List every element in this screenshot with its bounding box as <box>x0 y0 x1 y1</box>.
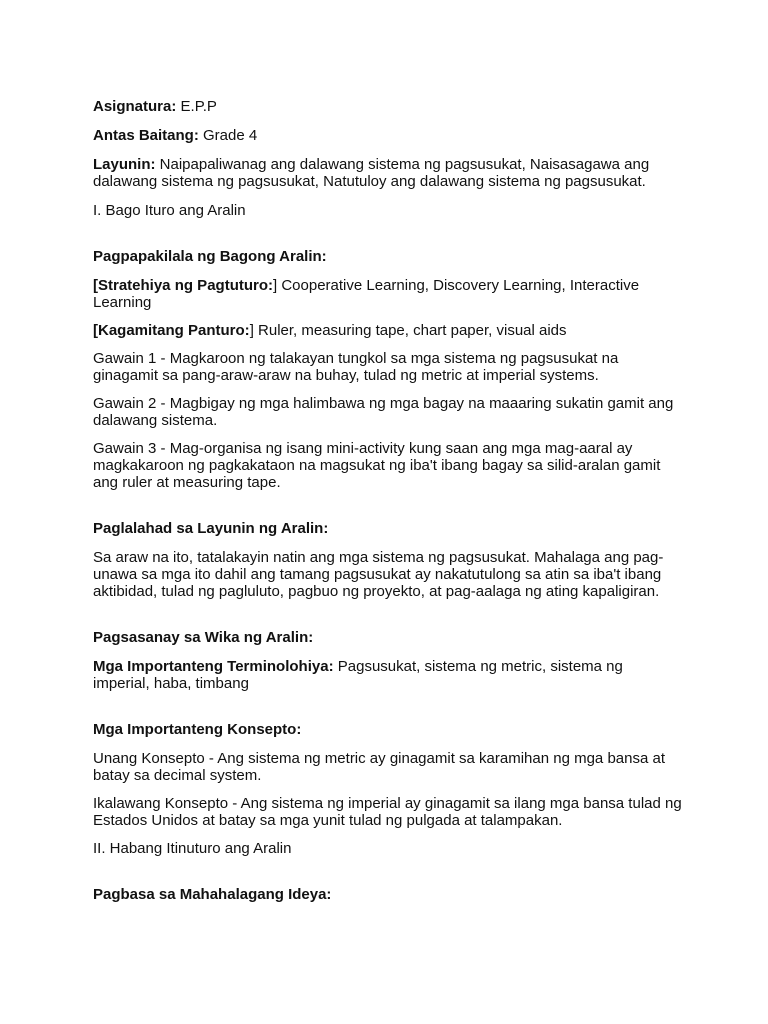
terminolohiya-value: Pagsusukat, sistema ng metric, sistema ng imperial, haba, timbang <box>93 658 623 692</box>
layunin-paragraph <box>93 156 683 190</box>
stratehiya-value: ] Cooperative Learning, Discovery Learning, Interactive Learning <box>93 277 640 311</box>
konsepto-heading-text: Mga Importanteng Konsepto: <box>93 721 302 738</box>
layunin-label: Layunin: <box>93 156 156 173</box>
pagsasanay-heading-text: Pagsasanay sa Wika ng Aralin: <box>93 629 314 646</box>
antas-baitang-label: Antas Baitang: <box>93 127 199 144</box>
paglalahad-heading <box>93 520 683 537</box>
antas-baitang-line <box>93 127 683 144</box>
gawain-2-paragraph: Gawain 2 - Magbigay ng mga halimbawa ng mga bagay na maaaring sukatin gamit ang dalawang sistema. <box>93 395 674 429</box>
pagbasa-heading <box>93 886 683 903</box>
konsepto-2-paragraph: Ikalawang Konsepto - Ang sistema ng imperial ay ginagamit sa ilang mga bansa tulad ng Estados Unidos at batay sa mga yunit tulad ng pulgada at talampakan. <box>93 795 682 829</box>
antas-baitang-value: Grade 4 <box>203 127 258 144</box>
stratehiya-paragraph <box>93 277 683 311</box>
paglalahad-paragraph: Sa araw na ito, tatalakayin natin ang mga sistema ng pagsusukat. Mahalaga ang pag-unawa sa mga ito dahil ang tamang pagsusukat ay nakatutulong sa atin sa iba't ibang aktibidad, tulad ng pagluluto, pagbuo ng proyekto, at pag-aalaga ng ating kapaligiran. <box>93 549 664 600</box>
paglalahad-heading-text: Paglalahad sa Layunin ng Aralin: <box>93 520 329 537</box>
pagsasanay-heading <box>93 629 683 646</box>
asignatura-label: Asignatura: <box>93 98 177 115</box>
kagamitan-label: [Kagamitang Panturo: <box>93 322 250 339</box>
gawain-1-paragraph: Gawain 1 - Magkaroon ng talakayan tungkol sa mga sistema ng pagsusukat na ginagamit sa pang-araw-araw na buhay, tulad ng metric at imperial systems. <box>93 350 619 384</box>
document-page <box>93 98 683 903</box>
gawain-3-paragraph: Gawain 3 - Mag-organisa ng isang mini-activity kung saan ang mga mag-aaral ay magkakaroon ng pagkakataon na magsukat ng iba't ibang bagay sa silid-aralan gamit ang ruler at measuring tape. <box>93 440 661 491</box>
terminolohiya-paragraph <box>93 658 683 692</box>
konsepto-1-paragraph: Unang Konsepto - Ang sistema ng metric ay ginagamit sa karamihan ng mga bansa at batay sa decimal system. <box>93 750 665 784</box>
pagbasa-heading-text: Pagbasa sa Mahahalagang Ideya: <box>93 886 332 903</box>
asignatura-value: E.P.P <box>180 98 217 115</box>
asignatura-line <box>93 98 683 115</box>
layunin-value: Naipapaliwanag ang dalawang sistema ng pagsusukat, Naisasagawa ang dalawang sistema ng pagsusukat, Natutuloy ang dalawang sistema ng pagsusukat. <box>93 156 650 190</box>
kagamitan-value: ] Ruler, measuring tape, chart paper, visual aids <box>249 322 567 339</box>
kagamitan-paragraph <box>93 322 683 339</box>
pagpapakilala-heading-text: Pagpapakilala ng Bagong Aralin: <box>93 248 327 265</box>
terminolohiya-label: Mga Importanteng Terminolohiya: <box>93 658 334 675</box>
stratehiya-label: [Stratehiya ng Pagtuturo: <box>93 277 274 294</box>
pagpapakilala-heading <box>93 248 683 265</box>
section-1-heading: I. Bago Ituro ang Aralin <box>93 202 246 219</box>
konsepto-heading <box>93 721 683 738</box>
section-2-heading: II. Habang Itinuturo ang Aralin <box>93 840 292 857</box>
